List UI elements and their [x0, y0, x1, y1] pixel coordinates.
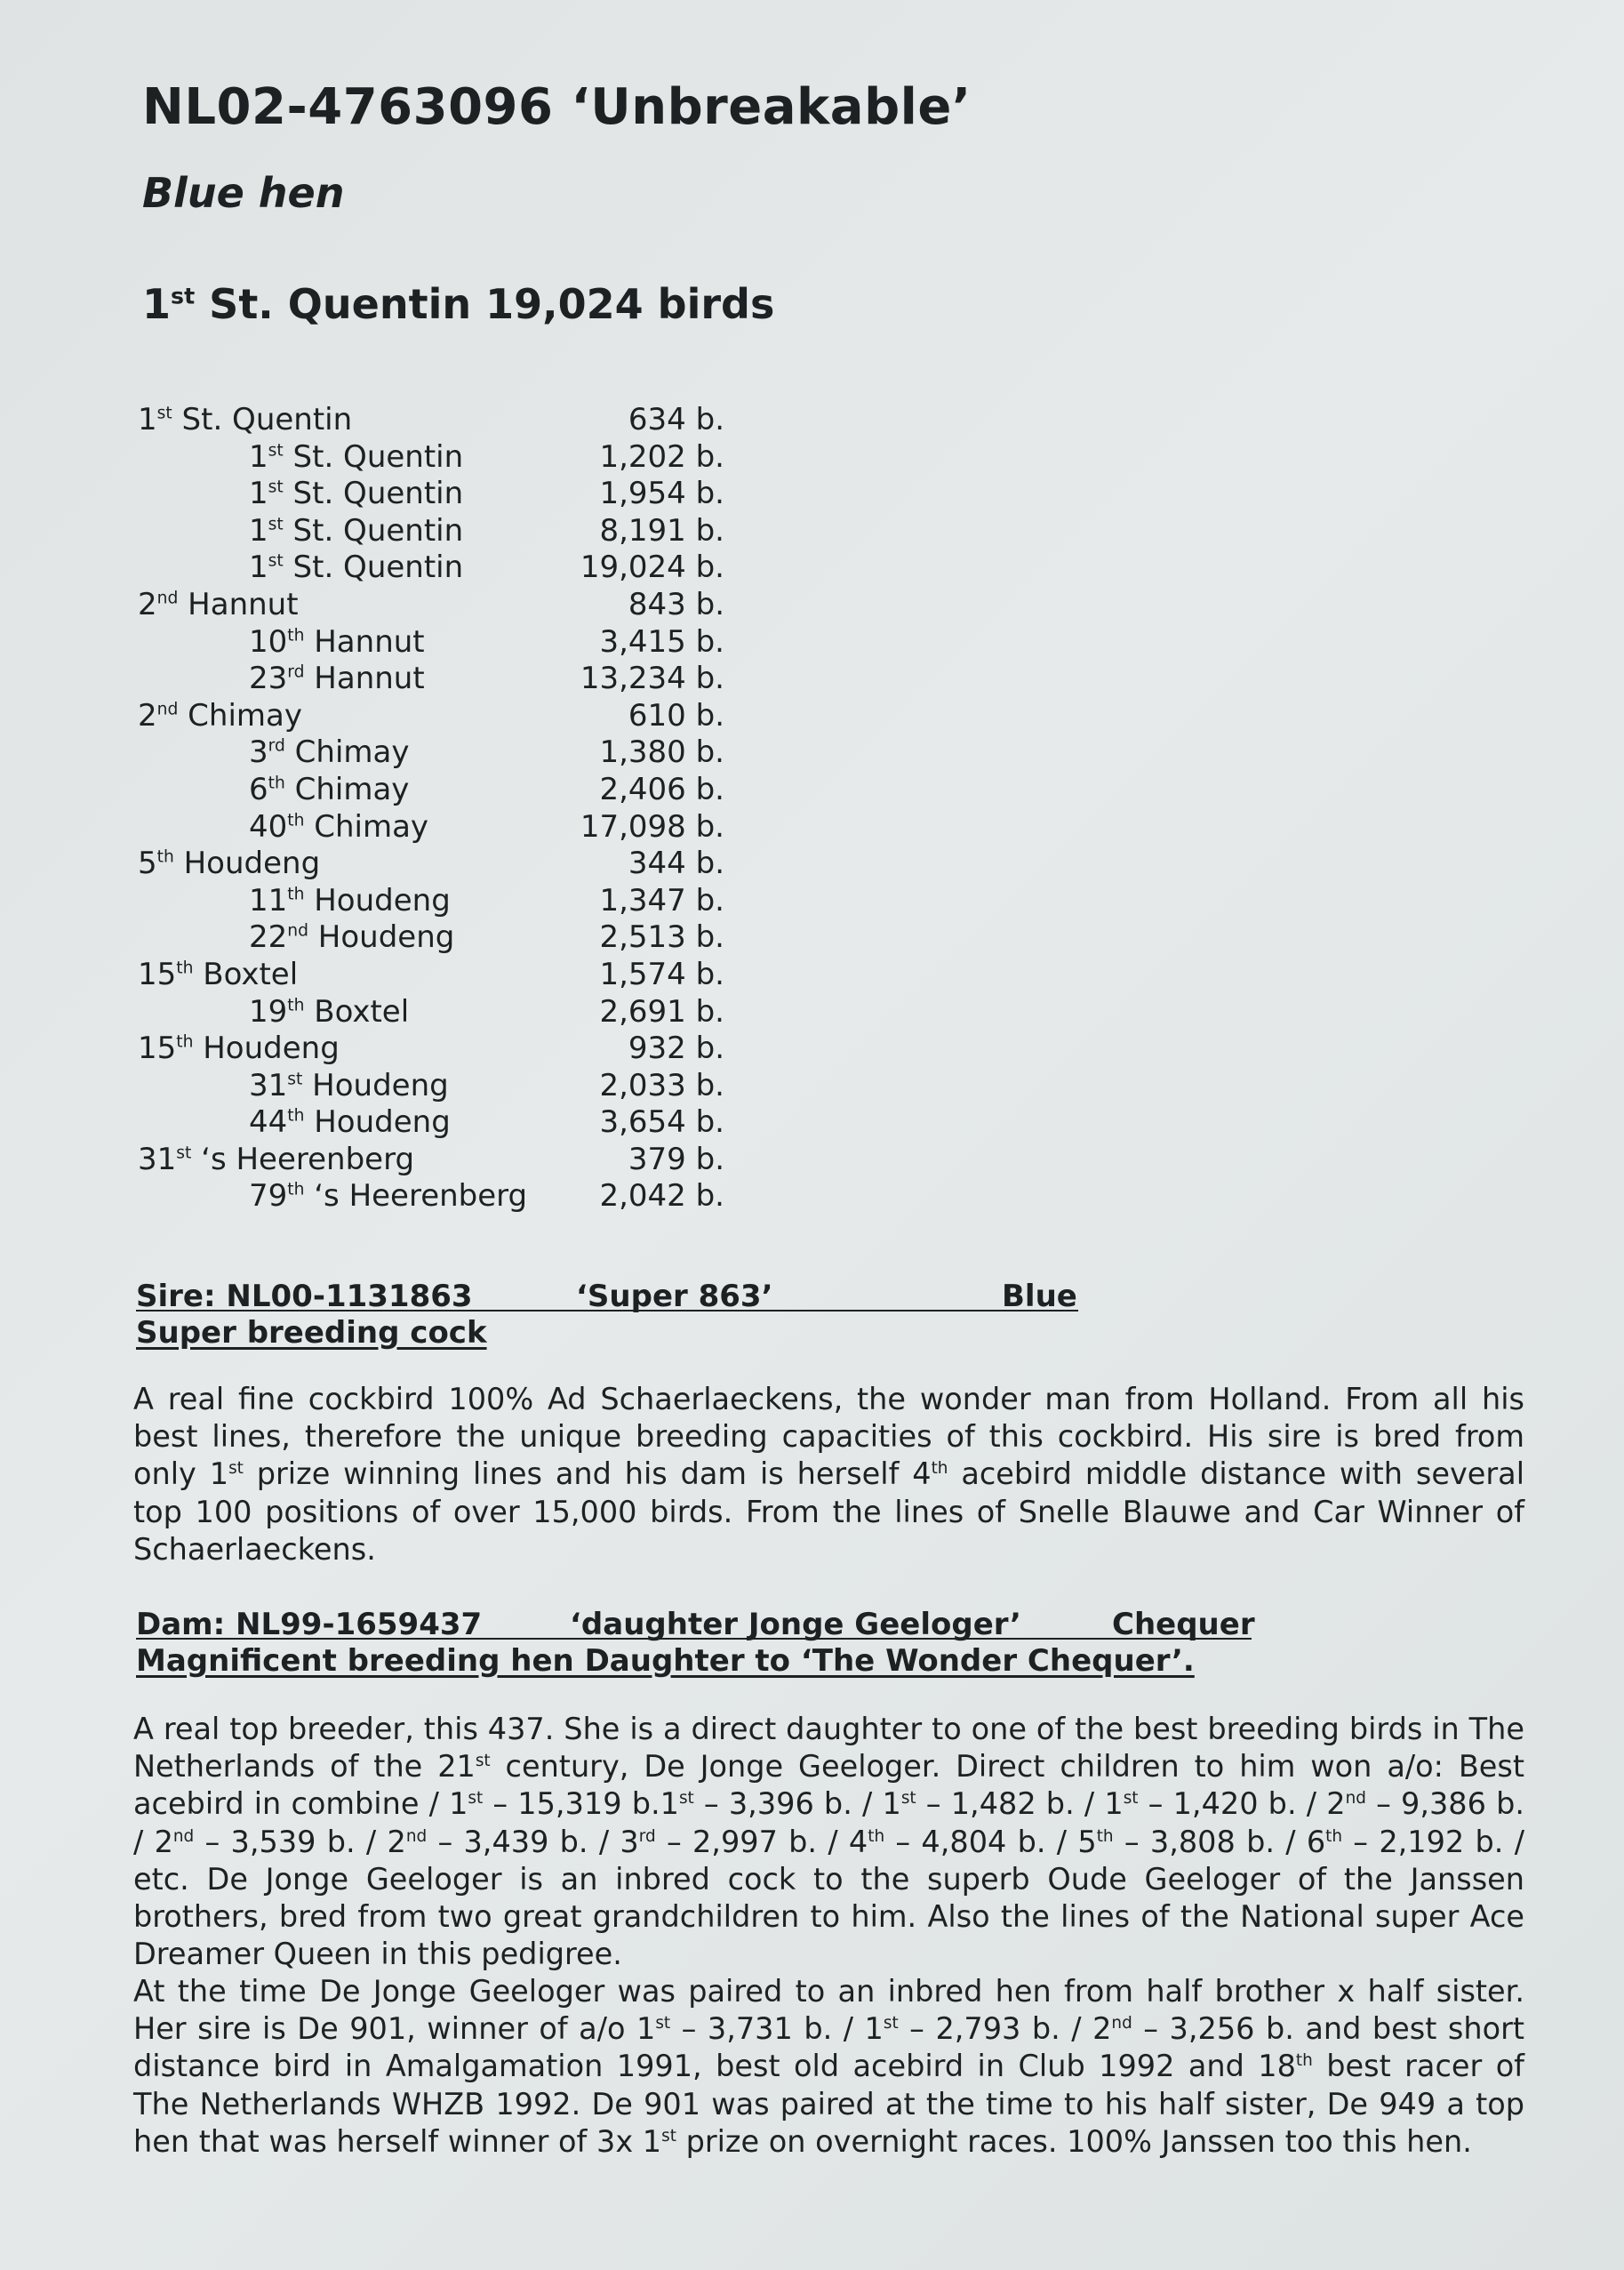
text-run: – 3,731 b. / 1 [670, 2011, 884, 2047]
sire-colour: Blue [1002, 1279, 1077, 1314]
result-birds: 8,191 b. [599, 512, 724, 549]
results-list [138, 402, 724, 1215]
result-rank-suffix: st [287, 1070, 303, 1089]
result-race: St. Quentin [172, 402, 353, 437]
result-rank: 19 [249, 993, 288, 1030]
result-rank-suffix: th [287, 1181, 305, 1200]
result-row [138, 957, 724, 994]
result-row [138, 809, 724, 846]
text-run: best racer of The Netherlands WHZB 1992. De 901 was paired at the time to his half sister, De 949 a top hen that was herself winner of 3x 1 [133, 2049, 1524, 2159]
result-race: St. Quentin [283, 512, 464, 549]
result-rank: 44 [249, 1104, 288, 1141]
ordinal-suffix: st [475, 1752, 491, 1771]
result-place [249, 1104, 451, 1142]
dam-colour: Chequer [1112, 1607, 1255, 1642]
text-run: – 1,420 b. / 2 [1138, 1786, 1346, 1822]
result-row [138, 1104, 724, 1142]
sire-heading-rule [136, 1310, 1078, 1311]
result-birds: 3,654 b. [599, 1104, 724, 1141]
result-race: Hannut [304, 661, 425, 697]
result-place [138, 402, 352, 439]
ordinal-suffix: st [1123, 1789, 1139, 1809]
ordinal-suffix: st [661, 2126, 676, 2146]
text-run: – 3,256 b. and best short distance bird in Amalgamation 1991, best old acebird in Club 1992 and 18 [133, 2011, 1524, 2084]
result-row [138, 624, 724, 662]
result-race: St. Quentin [283, 476, 464, 512]
result-birds: 17,098 b. [580, 808, 724, 845]
result-rank-suffix: th [287, 1106, 305, 1126]
result-rank: 1 [249, 476, 268, 512]
headline-rank-suffix: st [171, 283, 196, 309]
result-race: Hannut [304, 623, 425, 660]
text-run: – 2,997 b. / 4 [655, 1824, 868, 1859]
result-place [249, 919, 454, 957]
result-birds: 843 b. [628, 586, 724, 622]
result-rank: 3 [249, 734, 268, 771]
result-rank: 15 [138, 956, 177, 992]
result-birds: 1,202 b. [599, 438, 724, 475]
result-rank-suffix: th [287, 996, 305, 1015]
result-rank-suffix: st [268, 552, 284, 572]
result-place [138, 846, 320, 883]
dam-tagline: Magnificent breeding hen Daughter to ‘The Wonder Chequer’. [136, 1643, 1195, 1679]
result-row [138, 476, 724, 513]
ordinal-suffix: th [1096, 1826, 1114, 1846]
result-place [138, 957, 298, 994]
result-rank-suffix: st [176, 1143, 192, 1163]
result-row [138, 549, 724, 587]
result-rank-suffix: nd [287, 921, 308, 941]
result-race: Chimay [284, 734, 410, 771]
result-place [138, 1142, 414, 1179]
result-row [138, 402, 724, 439]
result-rank-suffix: th [176, 1032, 194, 1052]
result-race: St. Quentin [283, 549, 464, 586]
text-run: – 3,539 b. / 2 [194, 1824, 406, 1859]
result-row [138, 439, 724, 477]
sire-description [133, 1381, 1524, 1568]
result-place [138, 587, 299, 624]
result-row [138, 734, 724, 772]
result-row [138, 1031, 724, 1068]
result-birds: 3,415 b. [599, 623, 724, 660]
result-birds: 1,380 b. [599, 734, 724, 771]
text-run: century, De Jonge Geeloger. Direct children to him won a/o: Best acebird in combine / 1 [133, 1749, 1525, 1822]
result-race: Houdeng [308, 919, 455, 956]
result-rank-suffix: th [268, 774, 285, 793]
result-place [249, 439, 463, 477]
result-birds: 19,024 b. [580, 549, 724, 586]
ordinal-suffix: st [228, 1459, 244, 1479]
ordinal-suffix: st [678, 1789, 694, 1809]
sire-name: ‘Super 863’ [576, 1279, 773, 1314]
result-rank-suffix: nd [156, 589, 179, 608]
result-birds: 2,691 b. [599, 993, 724, 1030]
text-run: prize on overnight races. 100% Janssen too this hen. [676, 2123, 1472, 2159]
ordinal-suffix: st [883, 2014, 899, 2033]
dam-ring-number: Dam: NL99-1659437 [136, 1607, 483, 1642]
result-birds: 2,042 b. [599, 1178, 724, 1215]
result-row [138, 513, 724, 550]
result-rank: 10 [249, 623, 288, 660]
result-place [249, 772, 409, 809]
result-rank-suffix: st [268, 477, 284, 497]
result-row [138, 919, 724, 957]
result-birds: 2,033 b. [599, 1067, 724, 1103]
result-rank: 40 [249, 808, 288, 845]
dam-description [133, 1711, 1524, 1973]
ordinal-suffix: th [931, 1459, 948, 1479]
result-rank-suffix: th [176, 959, 194, 978]
result-place [249, 661, 425, 698]
result-place [249, 624, 425, 662]
result-rank-suffix: th [156, 847, 174, 867]
text-run: – 3,808 b. / 6 [1113, 1824, 1326, 1859]
result-birds: 13,234 b. [580, 661, 724, 697]
result-race: Houdeng [304, 882, 451, 918]
result-rank: 79 [249, 1178, 288, 1215]
result-rank-suffix: st [268, 515, 284, 534]
text-run: prize winning lines and his dam is herself 4 [243, 1456, 932, 1492]
result-rank: 31 [138, 1141, 177, 1177]
result-rank: 1 [249, 549, 268, 586]
ordinal-suffix: th [1325, 1826, 1343, 1846]
result-rank-suffix: th [287, 811, 305, 830]
result-birds: 1,347 b. [599, 882, 724, 918]
result-rank: 2 [138, 586, 157, 622]
ordinal-suffix: st [468, 1789, 484, 1809]
result-row [138, 698, 724, 735]
result-race: St. Quentin [283, 438, 464, 475]
result-rank: 6 [249, 771, 268, 807]
headline-result [142, 280, 774, 328]
ordinal-suffix: nd [405, 1826, 428, 1846]
result-birds: 1,954 b. [599, 476, 724, 512]
dam-description-continued [133, 1973, 1524, 2161]
result-place [249, 994, 409, 1031]
result-rank: 5 [138, 846, 157, 882]
result-birds: 634 b. [628, 402, 724, 437]
result-birds: 2,406 b. [599, 771, 724, 807]
result-row [138, 994, 724, 1031]
result-race: Chimay [178, 697, 302, 734]
page-title: NL02-4763096 ‘Unbreakable’ [142, 78, 972, 136]
result-birds: 379 b. [628, 1141, 724, 1177]
result-rank: 1 [249, 438, 268, 475]
ordinal-suffix: nd [1111, 2014, 1132, 2033]
result-race: Chimay [284, 771, 410, 807]
result-rank-suffix: nd [156, 700, 179, 719]
ordinal-suffix: nd [1345, 1789, 1366, 1809]
dam-name: ‘daughter Jonge Geeloger’ [570, 1607, 1021, 1642]
result-race: ‘s Heerenberg [191, 1141, 415, 1177]
result-place [138, 1031, 340, 1068]
text-run: – 15,319 b.1 [483, 1786, 679, 1822]
text-run: – 3,439 b. / 3 [427, 1824, 639, 1859]
text-run: – 9,386 b. / 2 [133, 1786, 1525, 1859]
result-race: Houdeng [193, 1031, 340, 1067]
result-rank-suffix: th [287, 885, 305, 904]
ordinal-suffix: st [655, 2014, 671, 2033]
result-place [138, 698, 302, 735]
result-place [249, 809, 428, 846]
ordinal-suffix: th [1295, 2051, 1313, 2071]
result-rank: 15 [138, 1031, 177, 1067]
result-place [249, 513, 463, 550]
result-row [138, 772, 724, 809]
result-race: Houdeng [173, 846, 321, 882]
text-run: – 4,804 b. / 5 [884, 1824, 1097, 1859]
result-birds: 344 b. [628, 846, 724, 882]
sire-ring-number: Sire: NL00-1131863 [136, 1279, 473, 1314]
result-birds: 2,513 b. [599, 919, 724, 956]
result-row [138, 661, 724, 698]
text-run: – 2,192 b. / etc. De Jonge Geeloger is an inbred cock to the superb Oude Geeloger of the Janssen brothers, bred from two great grandchildren to him. Also the lines of the National super Ace Dreamer Queen in this pedigree. [133, 1824, 1524, 1972]
result-place [249, 1068, 449, 1105]
result-race: Chimay [304, 808, 429, 845]
result-row [138, 1068, 724, 1105]
result-rank: 1 [249, 512, 268, 549]
result-race: Boxtel [193, 956, 299, 992]
result-race: Hannut [178, 586, 299, 622]
result-rank-suffix: th [287, 626, 305, 646]
result-rank-suffix: st [156, 404, 172, 423]
result-race: Houdeng [302, 1067, 449, 1103]
result-rank-suffix: rd [268, 737, 285, 757]
result-rank-suffix: rd [287, 662, 305, 682]
result-birds: 610 b. [628, 697, 724, 734]
headline-rank: 1 [142, 280, 172, 328]
result-row [138, 1178, 724, 1215]
ordinal-suffix: nd [172, 1826, 195, 1846]
text-run: – 1,482 b. / 1 [916, 1786, 1124, 1822]
result-race: Boxtel [304, 993, 410, 1030]
result-row [138, 846, 724, 883]
text-run: At the time De Jonge Geeloger was paired to an inbred hen from half brother x half sister. Her sire is De 901, winner of a/o 1 [133, 1974, 1524, 2047]
result-race: Houdeng [304, 1104, 451, 1141]
result-row [138, 587, 724, 624]
ordinal-suffix: th [868, 1826, 885, 1846]
text-run: A real fine cockbird 100% Ad Schaerlaeckens, the wonder man from Holland. From all his best lines, therefore the unique breeding capacities of this cockbird. His sire is bred from only 1 [133, 1382, 1524, 1492]
result-place [249, 734, 409, 772]
result-rank: 22 [249, 919, 288, 956]
result-rank-suffix: st [268, 441, 284, 461]
text-run: – 2,793 b. / 2 [898, 2011, 1112, 2047]
ordinal-suffix: st [900, 1789, 916, 1809]
page-subtitle: Blue hen [142, 169, 345, 217]
result-place [249, 1178, 527, 1215]
text-run: acebird middle distance with several top 100 positions of over 15,000 birds. From the lines of Snelle Blauwe and Car Winner of Schaerlaeckens. [133, 1456, 1524, 1567]
result-row [138, 883, 724, 920]
result-row [138, 1142, 724, 1179]
result-place [249, 883, 451, 920]
result-place [249, 476, 463, 513]
text-run: A real top breeder, this 437. She is a direct daughter to one of the best breeding birds in The Netherlands of the 21 [133, 1712, 1524, 1785]
sire-tagline: Super breeding cock [136, 1315, 487, 1351]
dam-heading-rule [136, 1638, 1252, 1640]
result-race: ‘s Heerenberg [304, 1178, 528, 1215]
result-birds: 932 b. [628, 1031, 724, 1067]
headline-text: St. Quentin 19,024 birds [195, 280, 775, 328]
result-rank: 2 [138, 697, 157, 734]
ordinal-suffix: rd [638, 1826, 656, 1846]
result-rank: 31 [249, 1067, 288, 1103]
result-birds: 1,574 b. [599, 956, 724, 992]
result-rank: 1 [138, 402, 157, 437]
result-rank: 23 [249, 661, 288, 697]
result-place [249, 549, 463, 587]
text-run: – 3,396 b. / 1 [693, 1786, 901, 1822]
result-rank: 11 [249, 882, 288, 918]
